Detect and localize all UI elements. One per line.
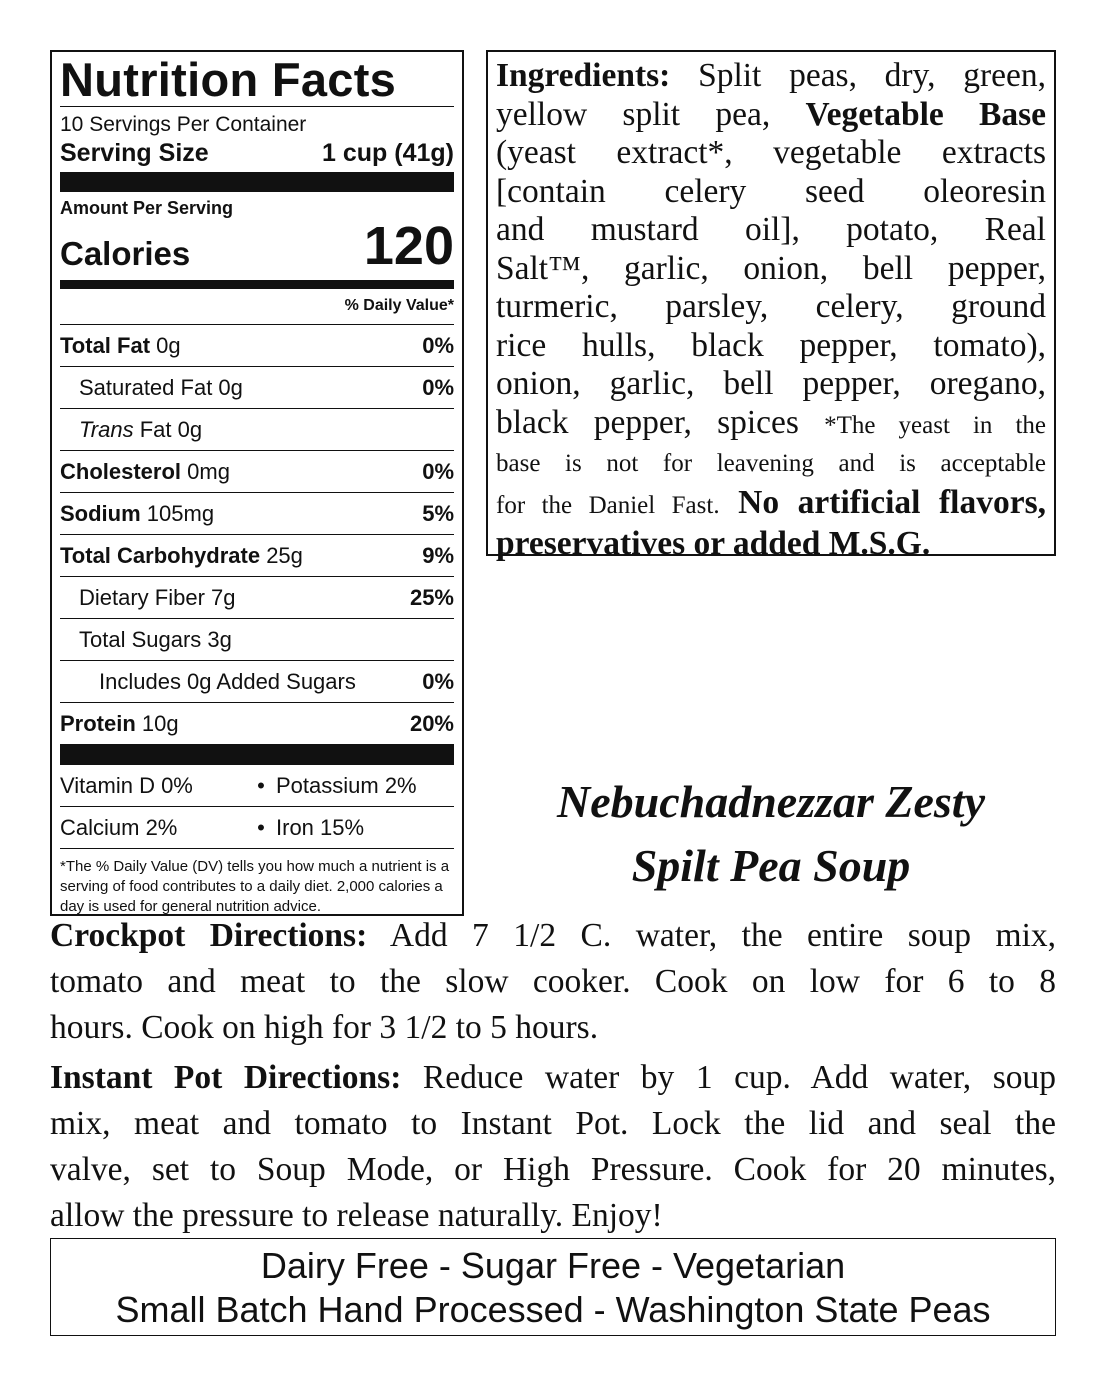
ingredients-box: [486, 50, 1056, 562]
nutrient-label: Total Sugars 3g: [79, 626, 232, 652]
nutrient-label: Protein 10g: [60, 710, 179, 736]
calcium: Calcium 2%: [60, 814, 178, 840]
calories-value: 120: [363, 216, 454, 276]
nutrient-dv: 0%: [422, 668, 454, 694]
nutrient-dv: 20%: [409, 710, 454, 736]
nutrition-facts-panel: [50, 50, 464, 916]
directions-line: tomato and meat to the slow cooker. Cook on low for 6 to 8: [50, 963, 1056, 1000]
nutrient-dv: 25%: [409, 584, 454, 610]
instant-pot-directions: [50, 1055, 1056, 1239]
calories-row: [60, 218, 454, 274]
ingredients-line: for the Daniel Fast. No artificial flavors,: [496, 483, 1047, 521]
directions-line: mix, meat and tomato to Instant Pot. Lock the lid and seal the: [50, 1105, 1056, 1142]
claims-line: Dairy Free - Sugar Free - Vegetarian: [260, 1245, 846, 1286]
directions-line: hours. Cook on high for 3 1/2 to 5 hours.: [50, 1009, 599, 1046]
daily-value-footnote: *The % Daily Value (DV) tells you how much a nutrient is a serving of food contributes to a daily diet. 2,000 calories a day is used for general nutrition advice.: [60, 858, 450, 915]
nutrient-dv: 9%: [422, 542, 454, 568]
nutrient-dv: 0%: [422, 374, 454, 400]
nutrient-row-total-carbohydrate: [60, 534, 454, 576]
servings-per-container: 10 Servings Per Container: [60, 113, 307, 136]
nutrient-row-cholesterol: [60, 450, 454, 492]
amount-per-serving: Amount Per Serving: [60, 198, 234, 218]
directions-line: allow the pressure to release naturally. Enjoy!: [50, 1197, 663, 1234]
nutrient-label: Trans Fat 0g: [79, 416, 203, 442]
ingredients-line: preservatives or added M.S.G.: [496, 525, 931, 562]
divider: [60, 106, 454, 107]
nutrition-title: Nutrition Facts: [60, 53, 397, 106]
ingredients-line: onion, garlic, bell pepper, oregano,: [496, 365, 1046, 402]
medium-divider: [60, 280, 454, 289]
ingredients-line: rice hulls, black pepper, tomato),: [496, 326, 1046, 364]
product-title-line: Nebuchadnezzar Zesty: [556, 776, 986, 827]
nutrient-row-added-sugars: [60, 660, 454, 702]
product-claims-box: [50, 1238, 1056, 1336]
nutrient-label: Includes 0g Added Sugars: [99, 668, 356, 694]
nutrient-dv: 0%: [422, 332, 454, 358]
nutrient-label: Cholesterol 0mg: [60, 458, 230, 484]
ingredients-line: black pepper, spices *The yeast in the: [496, 403, 1047, 441]
nutrient-row-protein: [60, 702, 454, 744]
ingredients-line: Salt™, garlic, onion, bell pepper,: [496, 249, 1046, 287]
directions-line: Crockpot Directions: Add 7 1/2 C. water, the entire soup mix,: [50, 917, 1056, 954]
serving-size-label: Serving Size: [60, 139, 209, 167]
product-title-line: Spilt Pea Soup: [631, 840, 911, 891]
ingredients-line: (yeast extract*, vegetable extracts: [496, 134, 1046, 171]
nutrient-row-dietary-fiber: [60, 576, 454, 618]
ingredients-line: Ingredients: Split peas, dry, green,: [496, 57, 1047, 94]
bullet-icon: •: [257, 772, 265, 798]
claims-line: Small Batch Hand Processed - Washington State Peas: [115, 1289, 991, 1330]
serving-size: [60, 138, 454, 168]
vitamin-row: [60, 765, 454, 807]
instant-pot-label: Instant Pot Directions:: [50, 1059, 402, 1096]
directions-line: valve, set to Soup Mode, or High Pressure. Cook for 20 minutes,: [50, 1151, 1056, 1188]
bullet-icon: •: [257, 814, 265, 840]
ingredients-line: turmeric, parsley, celery, ground: [496, 288, 1046, 325]
potassium: Potassium 2%: [276, 772, 417, 798]
nutrient-label: Sodium 105mg: [60, 500, 215, 526]
nutrient-label: Total Fat 0g: [60, 332, 181, 358]
crockpot-label: Crockpot Directions:: [50, 917, 368, 954]
daily-value-header: % Daily Value*: [344, 297, 454, 314]
crockpot-directions: [50, 913, 1056, 1051]
ingredients-line: and mustard oil], potato, Real: [496, 211, 1046, 248]
nutrient-row-total-sugars: [60, 618, 454, 660]
directions-line: Instant Pot Directions: Reduce water by 1 cup. Add water, soup: [50, 1059, 1056, 1096]
thick-divider: [60, 744, 454, 765]
product-title: [486, 770, 1056, 898]
ingredients-line: [contain celery seed oleoresin: [496, 172, 1046, 210]
vitamin-row: [60, 807, 454, 849]
nutrient-row-total-fat: [60, 324, 454, 366]
iron: Iron 15%: [276, 814, 365, 840]
nutrient-row-sodium: [60, 492, 454, 534]
ingredients-line: base is not for leavening and is acceptable: [496, 450, 1046, 477]
vitamin-d: Vitamin D 0%: [60, 772, 193, 798]
nutrient-row-trans-fat: [60, 408, 454, 450]
nutrient-label: Dietary Fiber 7g: [79, 584, 236, 610]
nutrient-dv: 5%: [422, 500, 454, 526]
nutrient-row-saturated-fat: [60, 366, 454, 408]
nutrient-label: Saturated Fat 0g: [79, 374, 243, 400]
serving-size-value: 1 cup (41g): [322, 139, 454, 167]
thick-divider: [60, 172, 454, 192]
ingredients-line: yellow split pea, Vegetable Base: [496, 95, 1047, 133]
calories-label: Calories: [60, 235, 191, 272]
nutrient-dv: 0%: [422, 458, 454, 484]
nutrient-label: Total Carbohydrate 25g: [60, 542, 303, 568]
ingredients-label: Ingredients:: [496, 57, 671, 94]
